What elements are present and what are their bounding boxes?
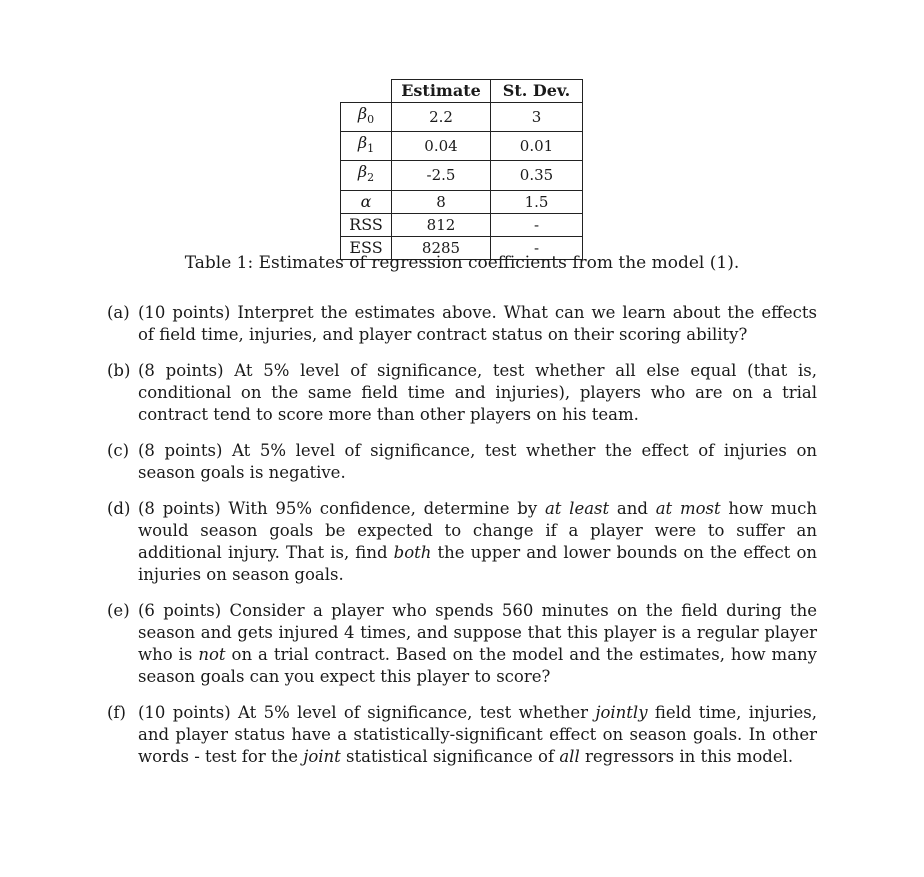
header-blank-cell — [341, 80, 392, 103]
question-label: (c) — [107, 441, 130, 460]
question-label: (a) — [107, 303, 130, 322]
stdev-cell: 1.5 — [491, 190, 583, 213]
row-label-alpha: α — [341, 190, 392, 213]
estimate-cell: -2.5 — [392, 161, 491, 190]
question-label: (e) — [107, 601, 130, 620]
estimate-cell: 8285 — [392, 236, 491, 259]
coefficient-table-wrapper — [340, 79, 583, 260]
stdev-cell: 3 — [491, 103, 583, 132]
question-text: (8 points) With 95% confidence, determine by at least and at most how much would season goals be expected to change if a player were to suffer an additional injury. That is, find both the upper and lower bounds on the effect on injuries on season goals. — [138, 499, 817, 584]
table-caption: Table 1: Estimates of regression coefficients from the model (1). — [184, 253, 740, 273]
question-text: (10 points) At 5% level of significance, test whether jointly field time, injuries, and player status have a statistically-significant effect on season goals. In other words - test for the joint statistical significance of all regressors in this model. — [138, 703, 817, 766]
question-f — [107, 702, 817, 768]
question-text: (6 points) Consider a player who spends 560 minutes on the field during the season and gets injured 4 times, and suppose that this player is a regular player who is not on a trial contract. Based on the model and the estimates, how many season goals can you expect this player to score? — [138, 601, 817, 686]
row-label-rss: RSS — [341, 213, 392, 236]
question-a — [107, 302, 817, 346]
question-e — [107, 600, 817, 688]
question-text: (8 points) At 5% level of significance, test whether all else equal (that is, conditional on the same field time and injuries), players who are on a trial contract tend to score more than other players on his team. — [138, 361, 817, 424]
row-label-beta2: $\beta_2$ — [341, 161, 392, 190]
question-list — [107, 302, 817, 782]
table-row — [341, 190, 583, 213]
estimate-cell: 812 — [392, 213, 491, 236]
question-label: (b) — [107, 361, 131, 380]
question-text: (10 points) Interpret the estimates above. What can we learn about the effects of field time, injuries, and player contract status on their scoring ability? — [138, 303, 817, 344]
header-stdev: St. Dev. — [491, 80, 583, 103]
estimate-cell: 2.2 — [392, 103, 491, 132]
row-label-beta1: $\beta_1$ — [341, 132, 392, 161]
stdev-cell: 0.01 — [491, 132, 583, 161]
question-b — [107, 360, 817, 426]
table-row — [341, 161, 583, 190]
table-row — [341, 132, 583, 161]
row-label-beta0: $\beta_0$ — [341, 103, 392, 132]
question-label: (f) — [107, 703, 126, 722]
stdev-cell: - — [491, 236, 583, 259]
row-label-ess: ESS — [341, 236, 392, 259]
estimate-cell: 0.04 — [392, 132, 491, 161]
table-header-row — [341, 80, 583, 103]
question-label: (d) — [107, 499, 131, 518]
coefficient-table — [340, 79, 583, 260]
question-d — [107, 498, 817, 586]
table-row — [341, 213, 583, 236]
stdev-cell: 0.35 — [491, 161, 583, 190]
question-c — [107, 440, 817, 484]
table-row — [341, 103, 583, 132]
estimate-cell: 8 — [392, 190, 491, 213]
header-estimate: Estimate — [392, 80, 491, 103]
question-text: (8 points) At 5% level of significance, test whether the effect of injuries on season goals is negative. — [138, 441, 817, 482]
stdev-cell: - — [491, 213, 583, 236]
